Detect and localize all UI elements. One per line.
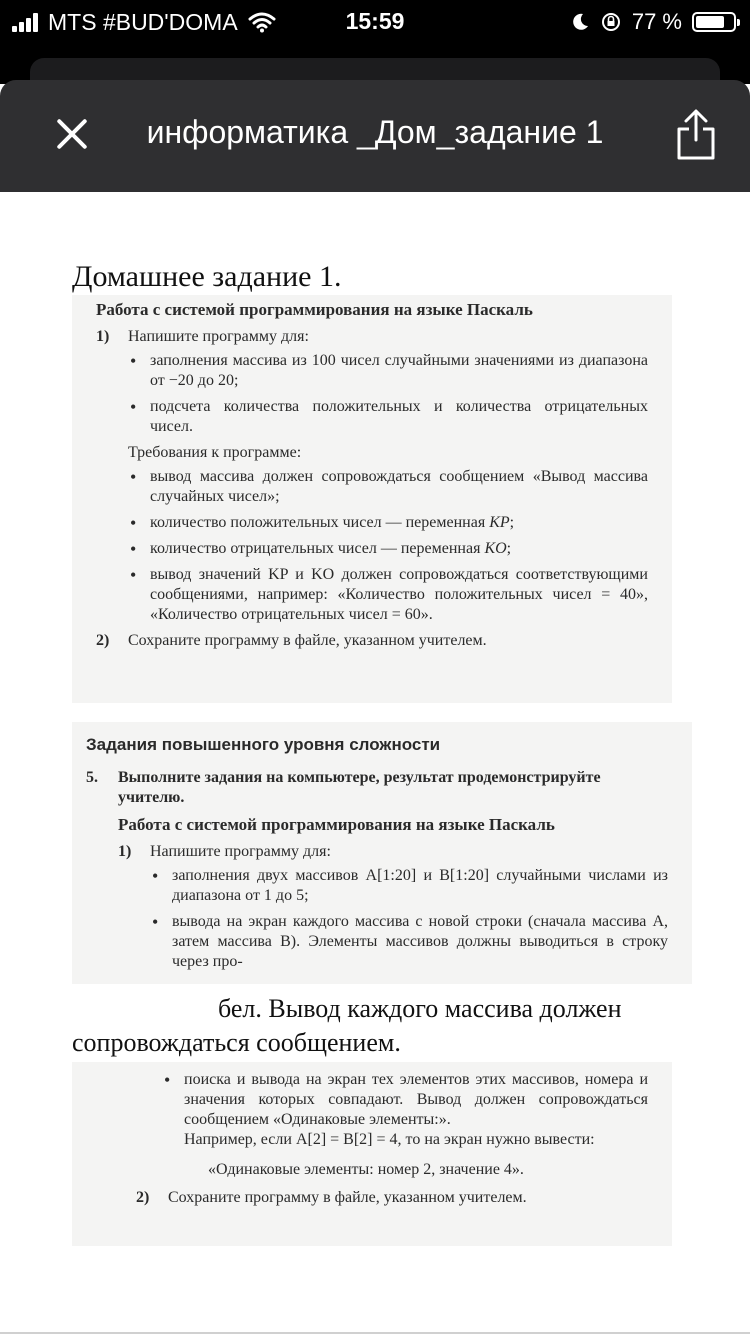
task-text: Выполните задания на компьютере, результат продемонстрируйте учителю. xyxy=(118,769,601,806)
requirements-title: Требования к программе: xyxy=(128,444,302,461)
section-title: Работа с системой программирования на языке Паскаль xyxy=(118,815,555,834)
scan-fragment-2 xyxy=(72,722,692,984)
section-title: Работа с системой программирования на языке Паскаль xyxy=(96,300,533,319)
battery-percent: 77 % xyxy=(631,9,682,34)
battery-icon xyxy=(692,12,736,32)
example-output: «Одинаковые элементы: номер 2, значение 4». xyxy=(208,1161,524,1178)
req-text: количество положительных чисел — переменная xyxy=(150,514,490,531)
list-item xyxy=(162,1070,648,1150)
task-number: 2) xyxy=(96,632,110,649)
advanced-section-title: Задания повышенного уровня сложности xyxy=(86,735,441,754)
battery-fill xyxy=(696,16,724,28)
task-bullets xyxy=(86,866,668,972)
bullet-text: поиска и вывода на экран тех элементов этих массивов, номера и значения которых совпадают. Вывод должен сопровождаться сообщением «Одинаковые элементы:». xyxy=(184,1071,648,1128)
task-item xyxy=(86,768,668,808)
close-icon[interactable] xyxy=(50,112,94,156)
task-text: Сохраните программу в файле, указанном учителем. xyxy=(128,632,487,649)
task-text: Сохраните программу в файле, указанном учителем. xyxy=(168,1189,527,1206)
task-item xyxy=(136,1188,648,1208)
task-bullets xyxy=(96,351,648,437)
list-item: • заполнения двух массивов A[1:20] и B[1:20] случайными числами из диапазона от 1 до 5; xyxy=(150,866,668,906)
task-number: 1) xyxy=(118,843,132,860)
task-bullets xyxy=(96,1070,648,1150)
list-item: • заполнения массива из 100 чисел случайными значениями из диапазона от −20 до 20; xyxy=(128,351,648,391)
clock: 15:59 xyxy=(345,8,405,34)
status-bar xyxy=(0,0,750,44)
share-icon[interactable] xyxy=(672,108,720,162)
list-item: • количество положительных чисел — переменная KP; xyxy=(128,513,648,533)
task-item xyxy=(96,631,648,651)
moon-icon xyxy=(570,12,590,32)
document-title: информатика _Дом_задание 1 xyxy=(146,114,604,150)
task-item xyxy=(118,842,668,862)
task-item xyxy=(96,327,648,347)
task-text: Напишите программу для: xyxy=(128,328,309,345)
scan-fragment-1 xyxy=(72,295,672,703)
typed-line: сопровождаться сообщением. xyxy=(72,1028,401,1057)
requirements-list xyxy=(96,467,648,625)
task-number: 5. xyxy=(86,769,98,786)
status-right xyxy=(560,8,736,36)
req-text: количество отрицательных чисел — переменная xyxy=(150,540,485,557)
typed-continuation xyxy=(72,992,692,1060)
typed-line: бел. Вывод каждого массива должен xyxy=(218,994,622,1023)
viewer-header xyxy=(0,80,750,192)
list-item: • вывод значений KP и KO должен сопровождаться соответствующими сообщениями, например: «Количество положительных чисел = 40», «Количество отрицательных чисел = 60». xyxy=(128,565,648,625)
document-view[interactable] xyxy=(0,192,750,1334)
task-number: 1) xyxy=(96,328,110,345)
example-text: Например, если A[2] = B[2] = 4, то на экран нужно вывести: xyxy=(184,1131,595,1148)
rotation-lock-icon xyxy=(600,11,622,33)
task-text: Напишите программу для: xyxy=(150,843,331,860)
list-item: • вывод массива должен сопровождаться сообщением «Вывод массива случайных чисел»; xyxy=(128,467,648,507)
scan-fragment-3 xyxy=(72,1062,672,1246)
list-item: • вывода на экран каждого массива с новой строки (сначала массива A, затем массива B). Элементы массивов должны выводиться в строку через про- xyxy=(150,912,668,972)
variable-kp: KP xyxy=(489,514,510,531)
carrier-name: MTS #BUD'DOMA xyxy=(48,8,238,35)
list-item: • количество отрицательных чисел — переменная KO; xyxy=(128,539,648,559)
task-number: 2) xyxy=(136,1189,150,1206)
list-item: • подсчета количества положительных и количества отрицательных чисел. xyxy=(128,397,648,437)
homework-title: Домашнее задание 1. xyxy=(72,260,342,293)
variable-ko: KO xyxy=(484,540,507,557)
